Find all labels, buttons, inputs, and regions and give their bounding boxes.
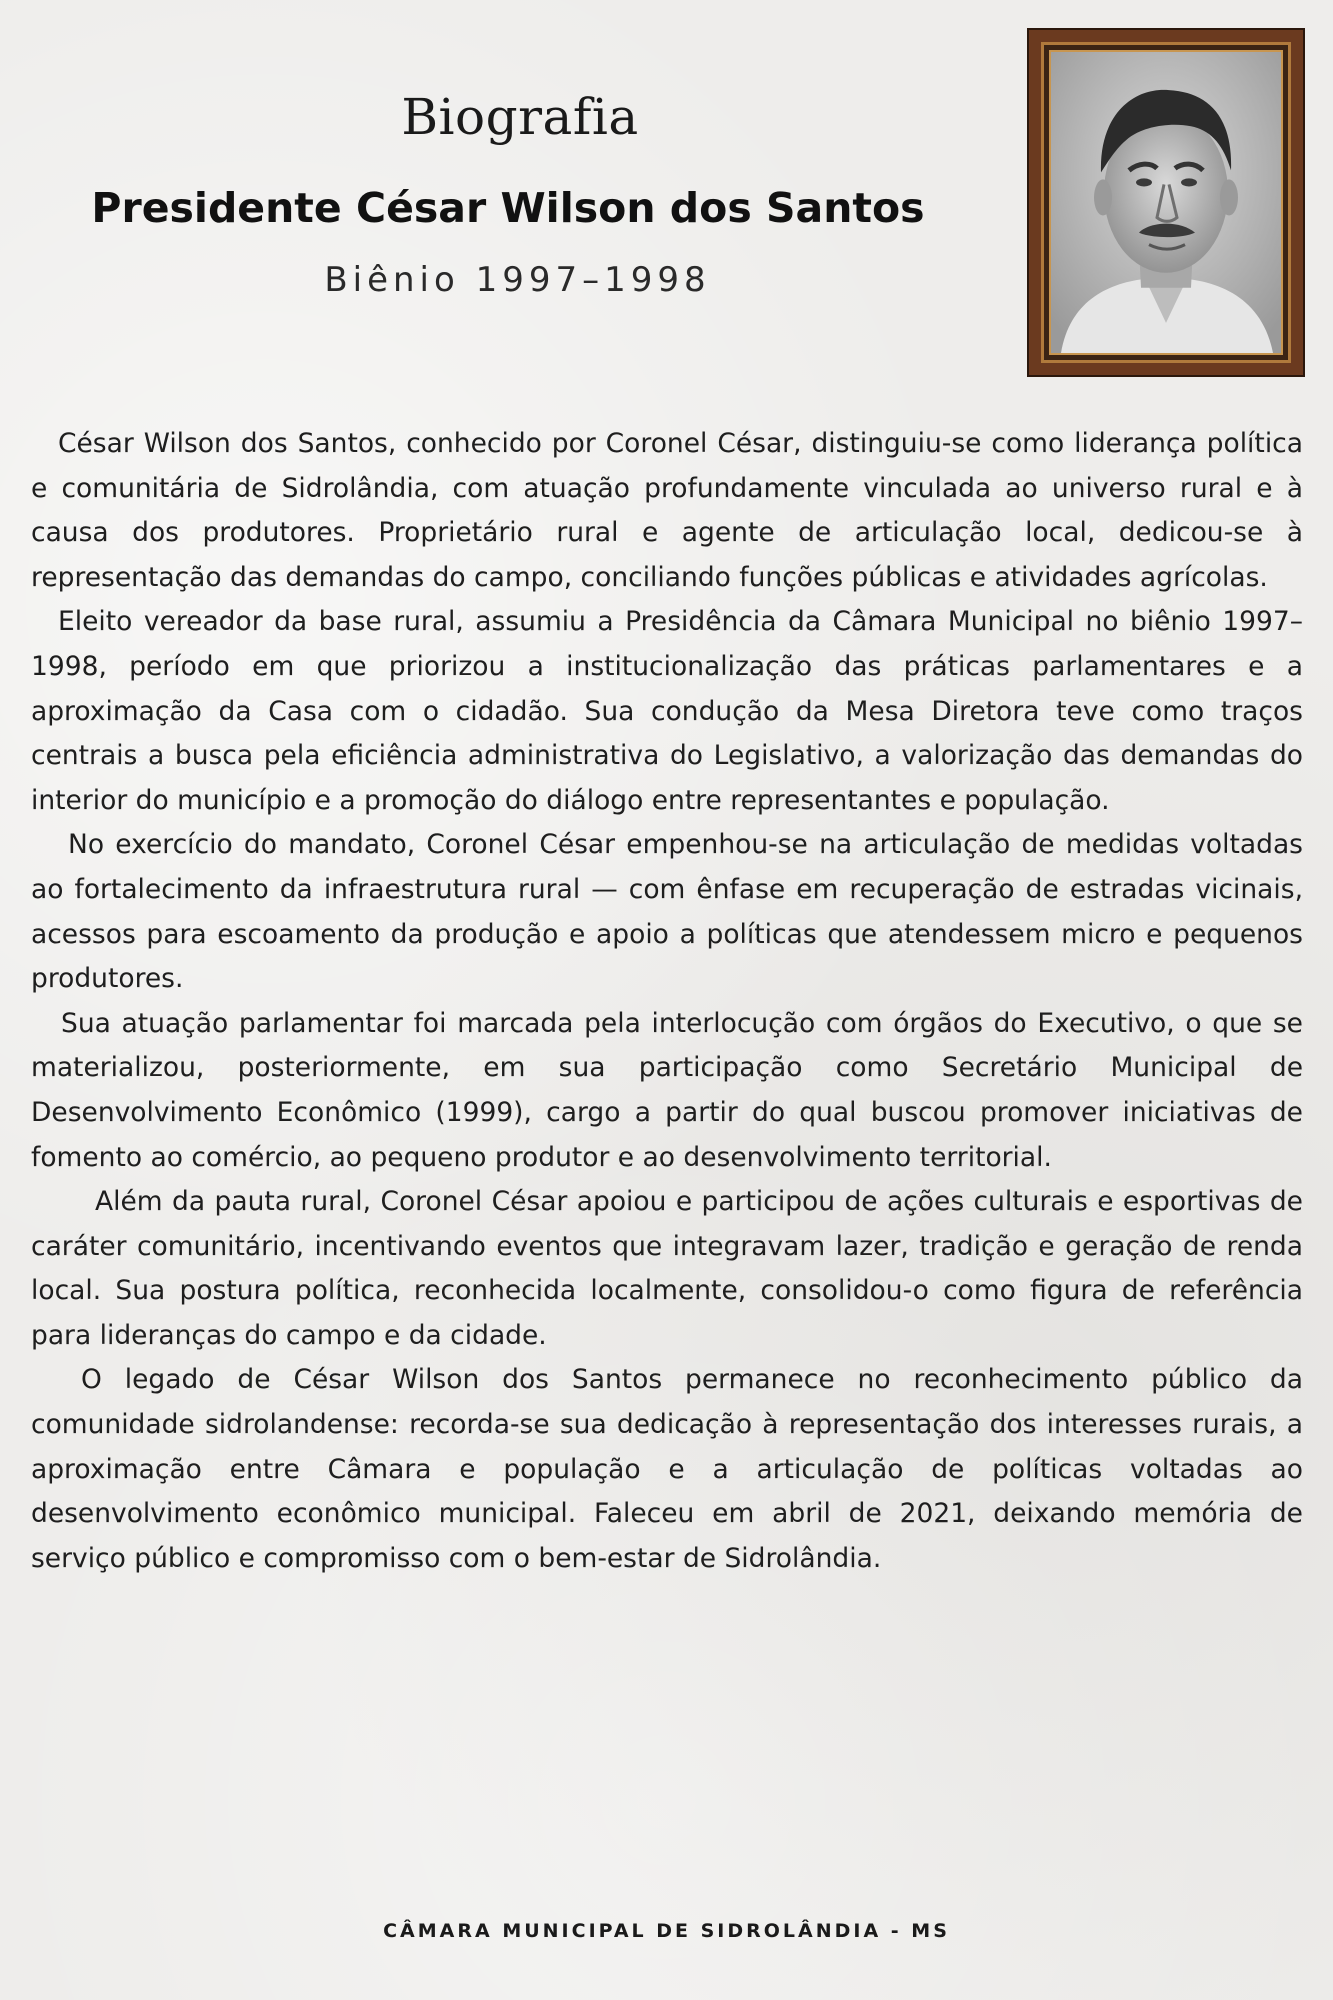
- bio-paragraph-2: Eleito vereador da base rural, assumiu a Presidência da Câmara Municipal no biênio 1997–1998, período em que priorizou a institucionalização das práticas parlamentares e a aproximação da Casa com o cidadão. Sua condução da Mesa Diretora teve como traços centrais a busca pela eficiência administrativa do Legislativo, a valorização das demandas do interior do município e a promoção do diálogo entre representantes e população.: [31, 606, 1303, 816]
- bio-paragraph-3: No exercício do mandato, Coronel César empenhou-se na articulação de medidas voltadas ao fortalecimento da infraestrutura rural — com ênfase em recuperação de estradas vicinais, acessos para escoamento da produção e apoio a políticas que atendessem micro e pequenos produtores.: [31, 829, 1303, 995]
- bio-paragraph-1: César Wilson dos Santos, conhecido por Coronel César, distinguiu-se como liderança política e comunitária de Sidrolândia, com atuação profundamente vinculada ao universo rural e à causa dos produtores. Proprietário rural e agente de articulação local, dedicou-se à representação das demandas do campo, conciliando funções públicas e atividades agrícolas.: [31, 428, 1303, 593]
- document-label: Biografia: [401, 88, 639, 146]
- bio-paragraph-6: O legado de César Wilson dos Santos permanece no reconhecimento público da comunidade sidrolandense: recorda-se sua dedicação à representação dos interesses rurais, a aproximação entre Câmara e população e a articulação de políticas voltadas ao desenvolvimento econômico municipal. Faleceu em abril de 2021, deixando memória de serviço público e compromisso com o bem-estar de Sidrolândia.: [31, 1364, 1303, 1574]
- person-portrait-icon: [1051, 52, 1281, 353]
- bio-paragraph-4: Sua atuação parlamentar foi marcada pela interlocução com órgãos do Executivo, o que se materializou, posteriormente, em sua participação como Secretário Municipal de Desenvolvimento Econômico (1999), cargo a partir do qual buscou promover iniciativas de fomento ao comércio, ao pequeno produtor e ao desenvolvimento territorial.: [31, 1007, 1303, 1173]
- portrait-photo: [1049, 50, 1283, 355]
- footer-institution: CÂMARA MUNICIPAL DE SIDROLÂNDIA - MS: [383, 1920, 950, 1942]
- page-title: Presidente César Wilson dos Santos: [91, 184, 925, 232]
- biography-text: [31, 422, 1303, 1581]
- term-subtitle: Biênio 1997–1998: [324, 260, 711, 300]
- bio-paragraph-5: Além da pauta rural, Coronel César apoiou e participou de ações culturais e esportivas de caráter comunitário, incentivando eventos que integravam lazer, tradição e geração de renda local. Sua postura política, reconhecida localmente, consolidou-o como figura de referência para lideranças do campo e da cidade.: [31, 1186, 1303, 1351]
- portrait-frame: [1029, 30, 1303, 375]
